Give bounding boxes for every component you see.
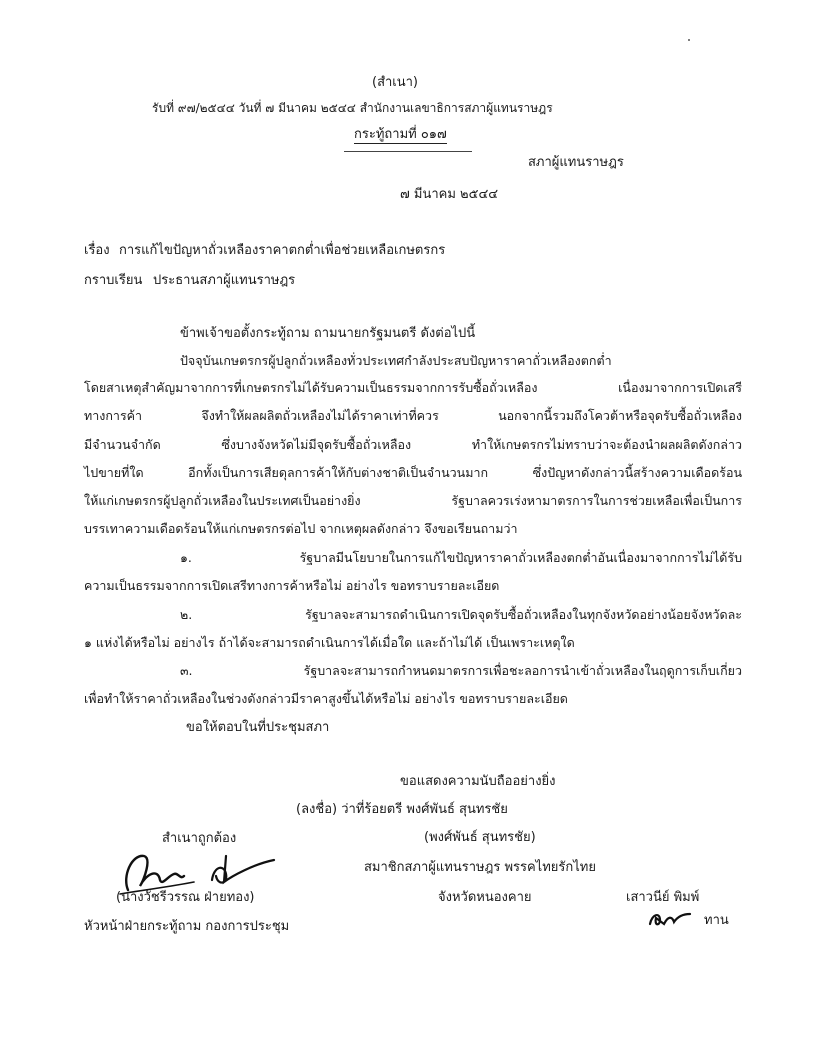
question-2-line: ๒. รัฐบาลจะสามารถดำเนินการเปิดจุดรับซื้อถั่วเหลืองในทุกจังหวัดอย่างน้อยจังหวัดละ — [180, 607, 742, 622]
question-3-line: ๓. รัฐบาลจะสามารถกำหนดมาตรการเพื่อชะลอการนำเข้าถั่วเหลืองในฤดูการเก็บเกี่ยว — [180, 663, 742, 678]
paragraph-line: บรรเทาความเดือดร้อนให้แก่เกษตรกรต่อไป จากเหตุผลดังกล่าว จึงขอเรียนถามว่า — [84, 521, 518, 536]
question-number: กระทู้ถามที่ ๐๑๗ — [354, 127, 447, 142]
question-1-line: ความเป็นธรรมจากการเปิดเสรีทางการค้าหรือไม่ อย่างไร ขอทราบรายละเอียด — [84, 578, 500, 593]
question-3-line: เพื่อทำให้ราคาถั่วเหลืองในช่วงดังกล่าวมีราคาสูงขึ้นได้หรือไม่ อย่างไร ขอทราบรายละเอียด — [84, 691, 568, 706]
signer-position: สมาชิกสภาผู้แทนราษฎร พรรคไทยรักไทย — [364, 860, 596, 875]
regards: ขอแสดงความนับถืออย่างยิ่ง — [400, 774, 556, 789]
certified-label: สำเนาถูกต้อง — [162, 831, 237, 846]
paragraph-line: มีจำนวนจำกัด ซึ่งบางจังหวัดไม่มีจุดรับซื้อถั่วเหลือง ทำให้เกษตรกรไม่ทราบว่าจะต้องนำผลผลิตดังกล่าว — [84, 437, 742, 452]
closing-request: ขอให้ตอบในที่ประชุมสภา — [186, 720, 330, 735]
paragraph-line: ทางการค้า จึงทำให้ผลผลิตถั่วเหลืองไม่ได้ราคาเท่าที่ควร นอกจากนี้รวมถึงโควต้าหรือจุดรับซื้อถั่วเหลือง — [84, 408, 742, 423]
question-1-line: ๑. รัฐบาลมีนโยบายในการแก้ไขปัญหาราคาถั่วเหลืองตกต่ำอันเนื่องมาจากการไม่ได้รับ — [180, 550, 742, 565]
paragraph-line: ให้แก่เกษตรกรผู้ปลูกถั่วเหลืองในประเทศเป็นอย่างยิ่ง รัฐบาลควรเร่งหามาตรการในการช่วยเหลือเพื่อเป็นการ — [84, 493, 742, 508]
institution: สภาผู้แทนราษฎร — [528, 155, 624, 170]
paragraph-line: ปัจจุบันเกษตรกรผู้ปลูกถั่วเหลืองทั่วประเทศกำลังประสบปัญหาราคาถั่วเหลืองตกต่ำ — [180, 353, 612, 368]
document-date: ๗ มีนาคม ๒๕๔๔ — [400, 187, 499, 202]
copy-mark: (สำเนา) — [372, 75, 419, 90]
subject-label: เรื่อง — [84, 243, 110, 258]
question-2-line: ๑ แห่งได้หรือไม่ อย่างไร ถ้าได้จะสามารถดำเนินการได้เมื่อใด และถ้าไม่ได้ เป็นเพราะเหตุใด — [84, 635, 575, 650]
paragraph-line: ไปขายที่ใด อีกทั้งเป็นการเสียดุลการค้าให้กับต่างชาติเป็นจำนวนมาก ซึ่งปัญหาดังกล่าวนี้สร้างความเดือดร้อน — [84, 465, 742, 480]
signer-province: จังหวัดหนองคาย — [438, 890, 532, 905]
scan-speck — [688, 39, 690, 41]
subject-text: การแก้ไขปัญหาถั่วเหลืองราคาตกต่ำเพื่อช่วยเหลือเกษตรกร — [119, 243, 446, 258]
typist-note: เสาวนีย์ พิมพ์ — [626, 890, 700, 905]
certifier-title: หัวหน้าฝ่ายกระทู้ถาม กองการประชุม — [84, 919, 290, 934]
checker-initials — [646, 908, 694, 930]
intro-line: ข้าพเจ้าขอตั้งกระทู้ถาม ถามนายกรัฐมนตรี ดังต่อไปนี้ — [180, 326, 476, 341]
signed-line: (ลงชื่อ) ว่าที่ร้อยตรี พงศ์พันธ์ สุนทรชัย — [296, 802, 508, 817]
addressee-text: ประธานสภาผู้แทนราษฎร — [153, 273, 296, 288]
certifier-name: (นางวัชรีวรรณ ฝ่ายทอง) — [116, 890, 255, 905]
addressee-label: กราบเรียน — [84, 273, 143, 288]
checked-note: ทาน — [704, 913, 729, 928]
header-rule — [344, 151, 472, 152]
receipt-line: รับที่ ๙๗/๒๕๔๔ วันที่ ๗ มีนาคม ๒๕๔๔ สำนักงานเลขาธิการสภาผู้แทนราษฎร — [152, 101, 553, 115]
paragraph-line: โดยสาเหตุสำคัญมาจากการที่เกษตรกรไม่ได้รับความเป็นธรรมจากการรับซื้อถั่วเหลือง เนื่องมาจากการเปิดเสรี — [84, 380, 742, 395]
signer-name: (พงศ์พันธ์ สุนทรชัย) — [424, 830, 536, 845]
